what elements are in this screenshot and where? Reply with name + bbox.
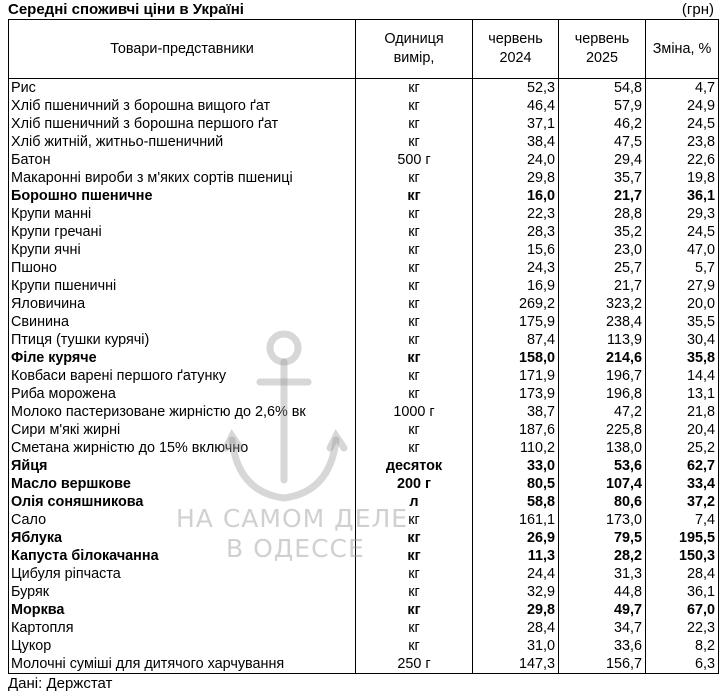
table-row	[9, 637, 719, 655]
table-row	[9, 223, 719, 241]
watermark-line1: НА САМОМ ДЕЛЕ	[176, 504, 409, 533]
table-row	[9, 439, 719, 457]
cell-price-2024: 26,9	[473, 529, 559, 547]
prices-table	[8, 19, 719, 674]
cell-product: Крупи пшеничні	[9, 277, 356, 295]
cell-unit: кг	[356, 385, 473, 403]
table-row	[9, 169, 719, 187]
cell-price-2024: 171,9	[473, 367, 559, 385]
cell-price-2024: 38,4	[473, 133, 559, 151]
cell-price-2025: 138,0	[559, 439, 646, 457]
header-product: Товари-представники	[9, 20, 356, 79]
cell-price-2024: 80,5	[473, 475, 559, 493]
cell-price-2024: 24,4	[473, 565, 559, 583]
cell-unit: 250 г	[356, 655, 473, 674]
table-row	[9, 529, 719, 547]
table-row	[9, 97, 719, 115]
cell-change: 35,5	[646, 313, 719, 331]
cell-price-2024: 161,1	[473, 511, 559, 529]
cell-product: Ковбаси варені першого ґатунку	[9, 367, 356, 385]
table-row	[9, 331, 719, 349]
cell-price-2025: 21,7	[559, 187, 646, 205]
cell-change: 13,1	[646, 385, 719, 403]
cell-price-2025: 238,4	[559, 313, 646, 331]
cell-price-2024: 187,6	[473, 421, 559, 439]
cell-price-2025: 214,6	[559, 349, 646, 367]
cell-change: 22,3	[646, 619, 719, 637]
cell-unit: кг	[356, 79, 473, 98]
cell-change: 22,6	[646, 151, 719, 169]
cell-price-2025: 113,9	[559, 331, 646, 349]
cell-price-2025: 323,2	[559, 295, 646, 313]
cell-unit: кг	[356, 511, 473, 529]
table-row	[9, 403, 719, 421]
cell-price-2025: 196,7	[559, 367, 646, 385]
table-row	[9, 115, 719, 133]
cell-price-2024: 147,3	[473, 655, 559, 674]
table-row	[9, 511, 719, 529]
cell-product: Пшоно	[9, 259, 356, 277]
cell-price-2024: 28,4	[473, 619, 559, 637]
cell-change: 36,1	[646, 583, 719, 601]
cell-price-2025: 49,7	[559, 601, 646, 619]
cell-price-2025: 28,8	[559, 205, 646, 223]
cell-unit: кг	[356, 619, 473, 637]
header-june-2025: червень 2025	[559, 20, 646, 79]
cell-change: 29,3	[646, 205, 719, 223]
cell-price-2025: 23,0	[559, 241, 646, 259]
table-body	[9, 79, 719, 674]
cell-price-2025: 47,2	[559, 403, 646, 421]
cell-product: Яловичина	[9, 295, 356, 313]
cell-unit: десяток	[356, 457, 473, 475]
cell-product: Крупи гречані	[9, 223, 356, 241]
table-header-row	[9, 20, 719, 79]
cell-unit: кг	[356, 97, 473, 115]
cell-product: Свинина	[9, 313, 356, 331]
cell-product: Хліб пшеничний з борошна першого ґат	[9, 115, 356, 133]
cell-price-2024: 37,1	[473, 115, 559, 133]
cell-unit: кг	[356, 115, 473, 133]
table-row	[9, 655, 719, 674]
cell-change: 24,5	[646, 115, 719, 133]
cell-change: 21,8	[646, 403, 719, 421]
cell-price-2024: 28,3	[473, 223, 559, 241]
table-row	[9, 205, 719, 223]
cell-price-2024: 24,0	[473, 151, 559, 169]
table-row	[9, 583, 719, 601]
cell-product: Батон	[9, 151, 356, 169]
cell-change: 33,4	[646, 475, 719, 493]
cell-unit: 1000 г	[356, 403, 473, 421]
table-row	[9, 151, 719, 169]
cell-product: Молоко пастеризоване жирністю до 2,6% вк	[9, 403, 356, 421]
cell-product: Хліб житній, житньо-пшеничний	[9, 133, 356, 151]
cell-change: 24,5	[646, 223, 719, 241]
cell-product: Філе куряче	[9, 349, 356, 367]
cell-unit: кг	[356, 187, 473, 205]
table-row	[9, 421, 719, 439]
cell-product: Сало	[9, 511, 356, 529]
cell-unit: кг	[356, 439, 473, 457]
cell-product: Макаронні вироби з м'яких сортів пшениці	[9, 169, 356, 187]
header-june-2024: червень 2024	[473, 20, 559, 79]
cell-price-2025: 21,7	[559, 277, 646, 295]
table-row	[9, 187, 719, 205]
cell-price-2025: 35,2	[559, 223, 646, 241]
cell-change: 67,0	[646, 601, 719, 619]
cell-price-2024: 173,9	[473, 385, 559, 403]
cell-price-2024: 24,3	[473, 259, 559, 277]
cell-unit: кг	[356, 241, 473, 259]
cell-product: Яблука	[9, 529, 356, 547]
cell-unit: кг	[356, 133, 473, 151]
cell-change: 37,2	[646, 493, 719, 511]
currency-note: (грн)	[681, 1, 714, 18]
cell-price-2025: 80,6	[559, 493, 646, 511]
table-row	[9, 547, 719, 565]
cell-product: Цибуля ріпчаста	[9, 565, 356, 583]
cell-change: 5,7	[646, 259, 719, 277]
cell-product: Буряк	[9, 583, 356, 601]
cell-unit: кг	[356, 421, 473, 439]
cell-price-2024: 33,0	[473, 457, 559, 475]
table-row	[9, 79, 719, 98]
cell-change: 8,2	[646, 637, 719, 655]
cell-unit: кг	[356, 349, 473, 367]
cell-change: 47,0	[646, 241, 719, 259]
cell-price-2024: 31,0	[473, 637, 559, 655]
title-row	[8, 0, 716, 20]
table-row	[9, 493, 719, 511]
table-row	[9, 349, 719, 367]
cell-unit: кг	[356, 583, 473, 601]
cell-price-2025: 44,8	[559, 583, 646, 601]
cell-change: 35,8	[646, 349, 719, 367]
cell-product: Рис	[9, 79, 356, 98]
table-row	[9, 277, 719, 295]
table-row	[9, 385, 719, 403]
cell-unit: кг	[356, 295, 473, 313]
cell-unit: кг	[356, 313, 473, 331]
table-row	[9, 457, 719, 475]
cell-price-2025: 54,8	[559, 79, 646, 98]
cell-product: Сметана жирністю до 15% включно	[9, 439, 356, 457]
cell-unit: кг	[356, 205, 473, 223]
cell-change: 62,7	[646, 457, 719, 475]
cell-change: 36,1	[646, 187, 719, 205]
cell-price-2025: 57,9	[559, 97, 646, 115]
table-row	[9, 475, 719, 493]
cell-product: Крупи манні	[9, 205, 356, 223]
cell-product: Капуста білокачанна	[9, 547, 356, 565]
cell-price-2025: 25,7	[559, 259, 646, 277]
cell-unit: кг	[356, 169, 473, 187]
cell-price-2025: 35,7	[559, 169, 646, 187]
cell-price-2024: 58,8	[473, 493, 559, 511]
cell-price-2024: 16,9	[473, 277, 559, 295]
cell-price-2024: 15,6	[473, 241, 559, 259]
cell-price-2024: 29,8	[473, 601, 559, 619]
cell-change: 24,9	[646, 97, 719, 115]
cell-price-2025: 29,4	[559, 151, 646, 169]
cell-price-2025: 79,5	[559, 529, 646, 547]
cell-unit: 200 г	[356, 475, 473, 493]
cell-price-2024: 16,0	[473, 187, 559, 205]
cell-price-2024: 22,3	[473, 205, 559, 223]
cell-price-2025: 225,8	[559, 421, 646, 439]
cell-price-2024: 11,3	[473, 547, 559, 565]
table-row	[9, 601, 719, 619]
cell-price-2025: 47,5	[559, 133, 646, 151]
cell-change: 195,5	[646, 529, 719, 547]
cell-change: 150,3	[646, 547, 719, 565]
header-unit: Одиниця вимір,	[356, 20, 473, 79]
cell-unit: кг	[356, 565, 473, 583]
cell-change: 30,4	[646, 331, 719, 349]
cell-product: Олія соняшникова	[9, 493, 356, 511]
cell-unit: л	[356, 493, 473, 511]
cell-product: Сири м'які жирні	[9, 421, 356, 439]
cell-unit: кг	[356, 529, 473, 547]
cell-unit: кг	[356, 223, 473, 241]
table-row	[9, 313, 719, 331]
cell-price-2024: 32,9	[473, 583, 559, 601]
cell-unit: 500 г	[356, 151, 473, 169]
header-change: Зміна, %	[646, 20, 719, 79]
cell-price-2024: 269,2	[473, 295, 559, 313]
table-row	[9, 133, 719, 151]
page-title: Середні споживчі ціни в Україні	[8, 1, 244, 18]
cell-unit: кг	[356, 331, 473, 349]
source-note: Дані: Держстат	[8, 675, 113, 692]
cell-unit: кг	[356, 367, 473, 385]
cell-price-2025: 156,7	[559, 655, 646, 674]
cell-unit: кг	[356, 277, 473, 295]
cell-product: Картопля	[9, 619, 356, 637]
cell-product: Птиця (тушки курячі)	[9, 331, 356, 349]
cell-product: Борошно пшеничне	[9, 187, 356, 205]
cell-change: 19,8	[646, 169, 719, 187]
cell-unit: кг	[356, 601, 473, 619]
cell-product: Риба морожена	[9, 385, 356, 403]
cell-price-2025: 53,6	[559, 457, 646, 475]
cell-unit: кг	[356, 259, 473, 277]
cell-product: Масло вершкове	[9, 475, 356, 493]
cell-change: 25,2	[646, 439, 719, 457]
cell-change: 28,4	[646, 565, 719, 583]
cell-change: 6,3	[646, 655, 719, 674]
table-row	[9, 619, 719, 637]
table-row	[9, 241, 719, 259]
cell-unit: кг	[356, 637, 473, 655]
cell-change: 7,4	[646, 511, 719, 529]
cell-price-2025: 28,2	[559, 547, 646, 565]
cell-price-2024: 110,2	[473, 439, 559, 457]
cell-price-2024: 175,9	[473, 313, 559, 331]
cell-price-2025: 173,0	[559, 511, 646, 529]
cell-unit: кг	[356, 547, 473, 565]
cell-price-2025: 196,8	[559, 385, 646, 403]
cell-change: 27,9	[646, 277, 719, 295]
table-row	[9, 565, 719, 583]
cell-price-2025: 34,7	[559, 619, 646, 637]
cell-change: 20,0	[646, 295, 719, 313]
cell-change: 23,8	[646, 133, 719, 151]
cell-change: 4,7	[646, 79, 719, 98]
cell-product: Хліб пшеничний з борошна вищого ґат	[9, 97, 356, 115]
cell-price-2024: 87,4	[473, 331, 559, 349]
cell-change: 14,4	[646, 367, 719, 385]
cell-price-2024: 46,4	[473, 97, 559, 115]
cell-product: Молочні суміші для дитячого харчування	[9, 655, 356, 674]
cell-price-2025: 33,6	[559, 637, 646, 655]
cell-price-2024: 38,7	[473, 403, 559, 421]
table-row	[9, 259, 719, 277]
cell-product: Яйця	[9, 457, 356, 475]
table-row	[9, 295, 719, 313]
cell-price-2024: 29,8	[473, 169, 559, 187]
table-row	[9, 367, 719, 385]
cell-price-2024: 52,3	[473, 79, 559, 98]
watermark-line2: В ОДЕССЕ	[226, 534, 365, 563]
cell-change: 20,4	[646, 421, 719, 439]
cell-price-2025: 107,4	[559, 475, 646, 493]
cell-product: Морква	[9, 601, 356, 619]
cell-product: Цукор	[9, 637, 356, 655]
cell-price-2024: 158,0	[473, 349, 559, 367]
cell-product: Крупи ячні	[9, 241, 356, 259]
cell-price-2025: 31,3	[559, 565, 646, 583]
cell-price-2025: 46,2	[559, 115, 646, 133]
